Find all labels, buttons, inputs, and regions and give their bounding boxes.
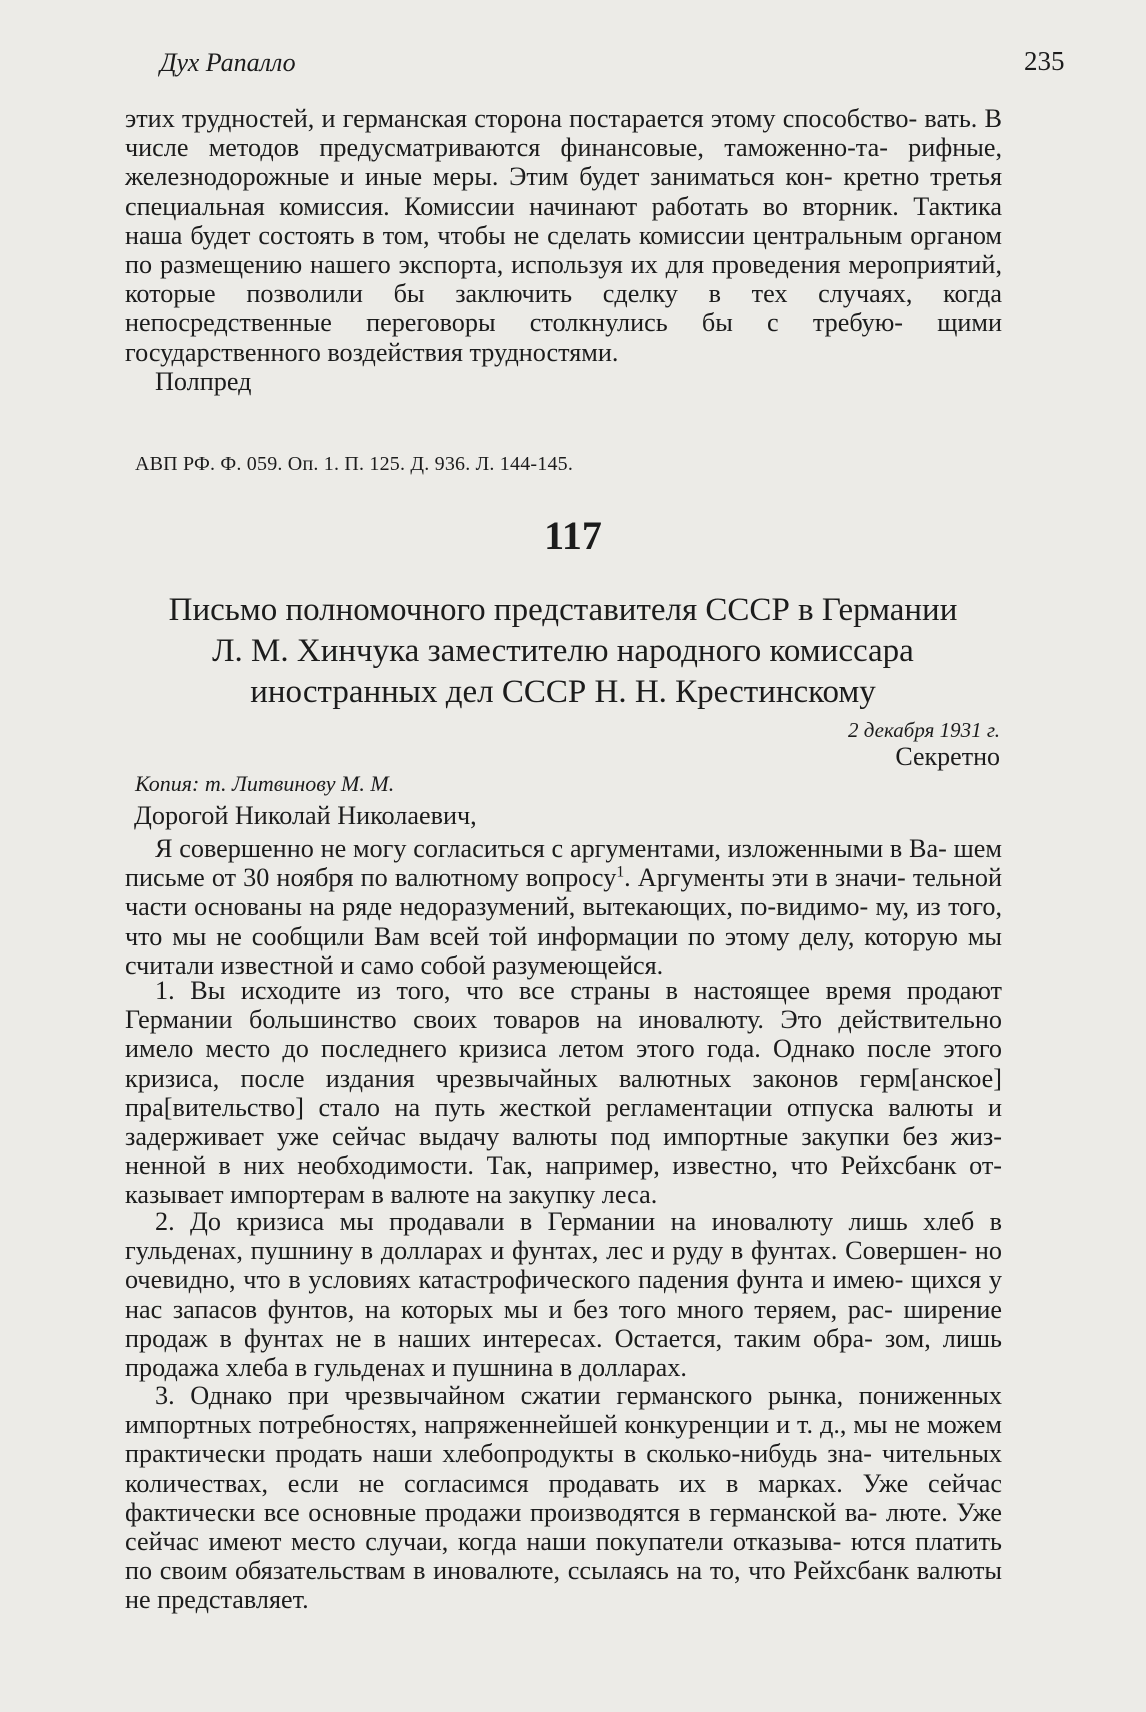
body-paragraph-3: 2. До кризиса мы продавали в Германии на иновалюту лишь хлеб в гульденах, пушнину в долларах и фунтах, лес и руду в фунтах. Совершен- но очевидно, что в условиях катастрофического падения фунта и имею- щихся у нас запасов фунтов, на которых мы и без того много теряем, рас- ширение продаж в фунтах не в наших интересах. Остается, таким обра- зом, лишь продажа хлеба в гульденах и пушнина в долларах. bbox=[125, 1207, 1003, 1383]
footnote-mark: 1 bbox=[616, 863, 625, 881]
body-paragraph-1: Я совершенно не могу согласиться с аргументами, изложенными в Ва- шем письме от 30 ноября по валютному вопросу$^1$. Аргументы эти в значи- тельной части основаны на ряде недоразумений, вытекающих, по-видимо- му, из того, что мы не сообщили Вам всей той информации по этому делу, которую мы считали известной и само собой разумеющейся. bbox=[125, 834, 1003, 980]
intro-text: этих трудностей, и германская сторона постарается этому способство- вать. В числе методов предусматриваются финансовые, таможенно-та- рифные, железнодорожные и иные меры. Этим будет заниматься кон- кретно третья специальная комиссия. Комиссии начинают работать во вторник. Тактика наша будет состоять в том, чтобы не сделать комиссии центральным органом по размещению нашего экспорта, используя их для проведения мероприятий, которые позволили бы заключить сделку в тех случаях, когда непосредственные переговоры столкнулись бы с требую- щими государственного воздействия трудностями. bbox=[125, 104, 1003, 367]
classification-mark: Секретно bbox=[895, 742, 1000, 771]
salutation: Дорогой Николай Николаевич, bbox=[134, 801, 477, 830]
document-title bbox=[100, 590, 1026, 713]
document-title-line: Л. М. Хинчука заместителю народного комиссара bbox=[212, 633, 914, 669]
document-date: 2 декабря 1931 г. bbox=[848, 718, 1000, 742]
intro-paragraph bbox=[125, 104, 1002, 396]
document-title-line: Письмо полномочного представителя СССР в Германии bbox=[168, 592, 958, 628]
body-paragraph-2: 1. Вы исходите из того, что все страны в настоящее время продают Германии большинство своих товаров на иновалюту. Это действительно имело место до последнего кризиса летом этого года. Однако после этого кризиса, после издания чрезвычайных валютных законов герм[анское] пра[вительство] стало на путь жесткой регламентации отпуска валюты и задерживает уже сейчас выдачу валюты под импортные закупки без жиз- ненной в них необходимости. Так, например, известно, что Рейхсбанк от- казывает импортерам в валюте на закупку леса. bbox=[125, 976, 1002, 1210]
running-head: Дух Рапалло bbox=[160, 48, 296, 77]
page-number: 235 bbox=[1024, 46, 1065, 76]
document-number: 117 bbox=[544, 513, 602, 558]
archive-source-reference: АВП РФ. Ф. 059. Оп. 1. П. 125. Д. 936. Л. 144-145. bbox=[135, 453, 574, 475]
document-title-line: иностранных дел СССР Н. Н. Крестинскому bbox=[250, 674, 876, 710]
copy-recipient: Копия: т. Литвинову М. М. bbox=[135, 771, 395, 796]
body-paragraph-4: 3. Однако при чрезвычайном сжатии германского рынка, пониженных импортных потребностях, напряженнейшей конкуренции и т. д., мы не можем практически продать наши хлебопродукты в сколько-нибудь зна- чительных количествах, если не согласимся продавать их в марках. Уже сейчас фактически все основные продажи производятся в германской ва- люте. Уже сейчас имеют место случаи, когда наши покупатели отказыва- ются платить по своим обязательствам в иновалюте, ссылаясь на то, что Рейхсбанк валюты не представляет. bbox=[125, 1381, 1003, 1615]
intro-signature: Полпред bbox=[155, 366, 252, 396]
